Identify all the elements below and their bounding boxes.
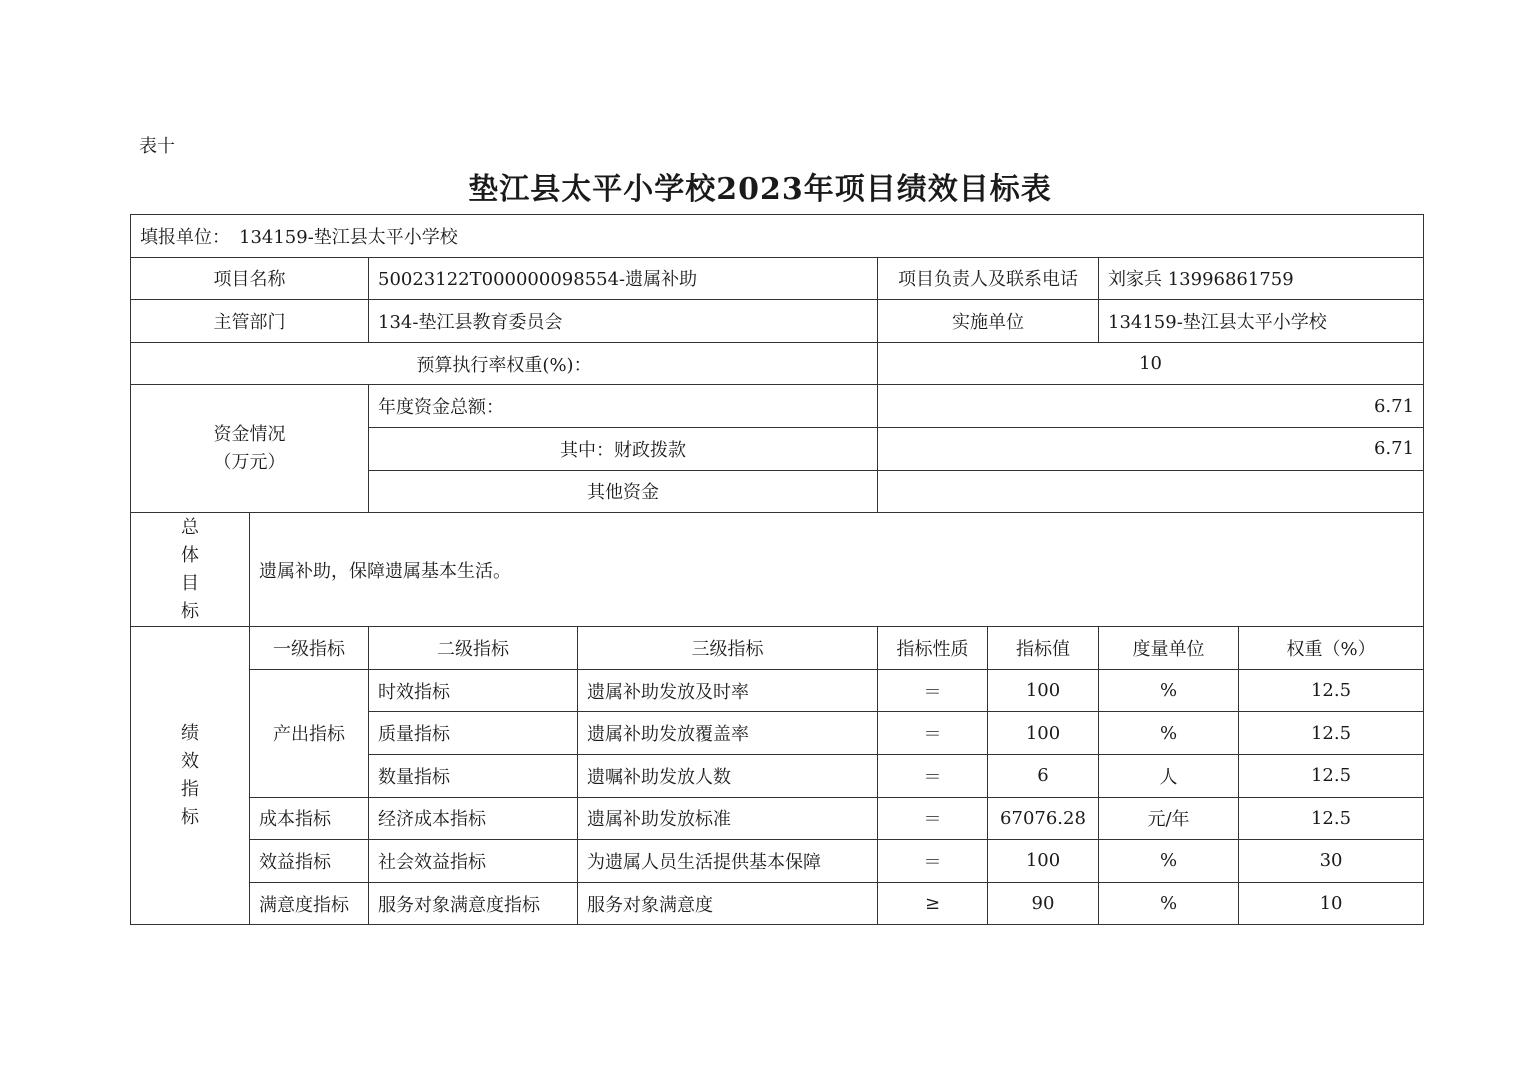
- cell-weight: 12.5: [1239, 797, 1424, 840]
- cell-nature: ＝: [878, 712, 988, 755]
- other-funds-value: [878, 470, 1424, 513]
- header-level2: 二级指标: [369, 627, 578, 670]
- cell-nature: ＝: [878, 669, 988, 712]
- funds-label-line2: （万元）: [213, 451, 286, 473]
- header-level3: 三级指标: [578, 627, 878, 670]
- table-number: 表十: [139, 136, 175, 157]
- contact-value: 刘家兵 13996861759: [1099, 257, 1424, 300]
- performance-target-table: [130, 214, 1424, 925]
- cell-value: 6: [988, 754, 1099, 797]
- fiscal-label: 其中：财政拨款: [369, 427, 878, 470]
- cell-weight: 12.5: [1239, 754, 1424, 797]
- project-name-label: 项目名称: [131, 257, 369, 300]
- header-weight: 权重（%）: [1239, 627, 1424, 670]
- fiscal-value: 6.71: [878, 427, 1424, 470]
- cell-value: 90: [988, 882, 1099, 925]
- annual-total-label: 年度资金总额：: [369, 385, 878, 428]
- cell-value: 100: [988, 712, 1099, 755]
- cell-level1: 成本指标: [250, 797, 369, 840]
- cell-level3: 遗属补助发放及时率: [578, 669, 878, 712]
- output-indicator-label: 产出指标: [250, 669, 369, 797]
- cell-level1: 效益指标: [250, 840, 369, 883]
- overall-goal-label: [131, 513, 250, 627]
- indicators-section-label-text: 绩效指标: [181, 722, 199, 828]
- cell-unit: %: [1099, 840, 1239, 883]
- cell-unit: %: [1099, 712, 1239, 755]
- table-row: [131, 882, 1424, 925]
- cell-unit: 人: [1099, 754, 1239, 797]
- cell-nature: ＝: [878, 754, 988, 797]
- reporting-unit-row: [131, 215, 1424, 258]
- cell-weight: 12.5: [1239, 669, 1424, 712]
- reporting-unit: 填报单位： 134159-垫江县太平小学校: [131, 215, 1424, 258]
- cell-level3: 服务对象满意度: [578, 882, 878, 925]
- header-value: 指标值: [988, 627, 1099, 670]
- overall-goal-text: 遗属补助，保障遗属基本生活。: [250, 513, 1424, 627]
- table-row: [131, 797, 1424, 840]
- project-name-row: [131, 257, 1424, 300]
- cell-value: 100: [988, 669, 1099, 712]
- annual-total-value: 6.71: [878, 385, 1424, 428]
- page-title: 垫江县太平小学校2023年项目绩效目标表: [468, 172, 1052, 207]
- impl-unit-value: 134159-垫江县太平小学校: [1099, 300, 1424, 343]
- indicator-header-row: [131, 627, 1424, 670]
- cell-level3: 遗属补助发放覆盖率: [578, 712, 878, 755]
- cell-level2: 社会效益指标: [369, 840, 578, 883]
- funds-total-row: [131, 385, 1424, 428]
- header-level1: 一级指标: [250, 627, 369, 670]
- cell-level2: 时效指标: [369, 669, 578, 712]
- cell-weight: 12.5: [1239, 712, 1424, 755]
- header-unit: 度量单位: [1099, 627, 1239, 670]
- cell-level3: 遗嘱补助发放人数: [578, 754, 878, 797]
- cell-unit: 元/年: [1099, 797, 1239, 840]
- overall-goal-row: [131, 513, 1424, 627]
- funds-label-line1: 资金情况: [213, 423, 286, 445]
- impl-unit-label: 实施单位: [878, 300, 1099, 343]
- cell-level3: 为遗属人员生活提供基本保障: [578, 840, 878, 883]
- cell-level2: 质量指标: [369, 712, 578, 755]
- department-row: [131, 300, 1424, 343]
- cell-level2: 服务对象满意度指标: [369, 882, 578, 925]
- cell-weight: 30: [1239, 840, 1424, 883]
- cell-nature: ＝: [878, 840, 988, 883]
- indicators-section-label: [131, 627, 250, 925]
- contact-label: 项目负责人及联系电话: [878, 257, 1099, 300]
- funds-label: [131, 385, 369, 513]
- table-row: [131, 840, 1424, 883]
- cell-nature: ＝: [878, 797, 988, 840]
- cell-level2: 数量指标: [369, 754, 578, 797]
- cell-nature: ≥: [878, 882, 988, 925]
- cell-level3: 遗属补助发放标准: [578, 797, 878, 840]
- cell-level2: 经济成本指标: [369, 797, 578, 840]
- cell-level1: 满意度指标: [250, 882, 369, 925]
- project-name-value: 50023122T000000098554-遗属补助: [369, 257, 878, 300]
- budget-weight-label: 预算执行率权重(%)：: [131, 342, 878, 385]
- cell-value: 100: [988, 840, 1099, 883]
- table-row: [131, 669, 1424, 712]
- overall-goal-label-text: 总体目标: [181, 516, 199, 622]
- budget-weight-row: [131, 342, 1424, 385]
- dept-value: 134-垫江县教育委员会: [369, 300, 878, 343]
- cell-unit: %: [1099, 882, 1239, 925]
- cell-weight: 10: [1239, 882, 1424, 925]
- header-nature: 指标性质: [878, 627, 988, 670]
- cell-value: 67076.28: [988, 797, 1099, 840]
- dept-label: 主管部门: [131, 300, 369, 343]
- budget-weight-value: 10: [878, 342, 1424, 385]
- cell-unit: %: [1099, 669, 1239, 712]
- other-funds-label: 其他资金: [369, 470, 878, 513]
